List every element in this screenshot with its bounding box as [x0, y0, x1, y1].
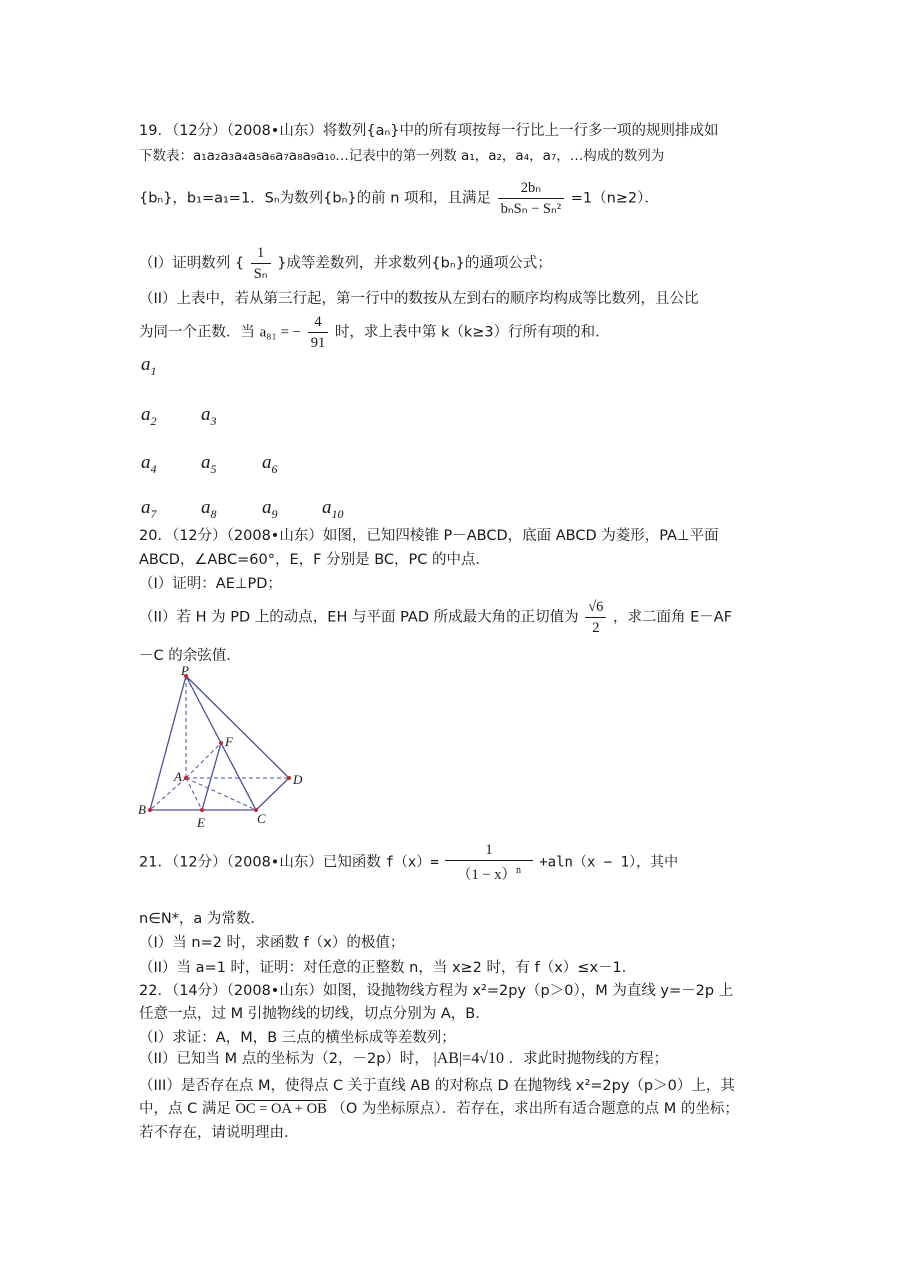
table-a10: $a_{10}$ — [322, 497, 344, 521]
q19-part-1-num: 1 — [251, 243, 271, 264]
q19-part-1-text: （I）证明数列 { — [139, 255, 245, 272]
table-a1: $a_1$ — [141, 354, 157, 378]
q22-vector-equation: OC = OA + OB — [235, 1101, 327, 1117]
q20-part-2-tail: ，求二面角 E－AF — [613, 609, 733, 626]
q21-fraction-den: $(1 - x)^n$ — [457, 865, 521, 883]
q22-part-2-tail: ．求此时抛物线的方程； — [508, 1051, 669, 1067]
q20-fraction-den: 2 — [592, 620, 600, 636]
table-a6: $a_6$ — [262, 452, 278, 476]
q21-exponent: n — [515, 865, 521, 876]
label-P: P — [181, 664, 189, 678]
q22-part-3-line-2 — [139, 1099, 739, 1119]
q21-line-2: n∈N*，a 为常数． — [139, 911, 265, 927]
q19-part-1-fraction — [251, 243, 271, 284]
q20-part-1: （I）证明：AE⊥PD； — [139, 576, 282, 592]
q19-line-2: 下数表：a₁a₂a₃a₄a₅a₆a₇a₈a₉a₁₀…记表中的第一列数 a₁，a₂，a₄，a₇，…构成的数列为 — [139, 148, 665, 164]
edge-AE — [186, 778, 202, 810]
q21-fraction-num: 1 — [445, 840, 532, 861]
q19-line-1: 19．（12分）（2008•山东）将数列{aₙ}中的所有项按每一行比上一行多一项的规则排成如 — [139, 123, 719, 139]
q20-fraction — [585, 597, 606, 638]
edge-PB — [150, 676, 186, 810]
q22-ab-length: |AB|=4√10 — [433, 1050, 504, 1067]
q19-part-2-tail: 时，求上表中第 k（k≥3）行所有项的和． — [334, 324, 610, 341]
q20-fraction-num: √6 — [585, 597, 606, 618]
q21-line-1-text: 21．（12分）（2008•山东）已知函数 — [139, 854, 381, 871]
q22-part-3-line-3: 若不存在，请说明理由． — [139, 1125, 299, 1141]
label-E: E — [197, 815, 205, 830]
q22-part-2 — [139, 1049, 668, 1077]
q22-part-3-line-1: （III）是否存在点 M，使得点 C 关于直线 AB 的对称点 D 在抛物线 x²=2py（p＞0）上，其 — [139, 1078, 735, 1094]
q22-part-3-tail: （O 为坐标原点）．若存在，求出所有适合题意的点 M 的坐标； — [331, 1101, 739, 1117]
q19-part-2-expr: a₈₁ = − — [259, 324, 302, 341]
q19-fraction-num: 2bₙ — [498, 178, 565, 199]
table-a9: $a_9$ — [262, 497, 278, 521]
q19-part-2-text: 为同一个正数．当 — [139, 324, 255, 341]
q21-fx: f（x）= — [385, 854, 439, 871]
q19-fraction — [498, 178, 565, 219]
q21-tail: +aln（x − 1），其中 — [539, 854, 679, 871]
label-A: A — [174, 769, 182, 784]
q22-line-1: 22．（14分）（2008•山东）如图，设抛物线方程为 x²=2py（p＞0），M 为直线 y=－2p 上 — [139, 983, 734, 999]
q19-fraction-den: bₙSₙ − Sₙ² — [500, 201, 562, 217]
edge-AC — [186, 778, 256, 810]
q19-part-1 — [139, 243, 552, 287]
table-a8: $a_8$ — [201, 497, 217, 521]
q19-part-2-num: 4 — [308, 312, 329, 333]
q19-part-1-tail: }成等差数列，并求数列{bₙ}的通项公式； — [277, 255, 552, 272]
pyramid-figure — [136, 664, 316, 834]
table-a2: $a_2$ — [141, 404, 157, 428]
q19-part-2-line-1: （II）上表中，若从第三行起，第一行中的数按从左到右的顺序均构成等比数列，且公比 — [139, 291, 699, 307]
table-a5: $a_5$ — [201, 452, 217, 476]
q22-line-2: 任意一点，过 M 引抛物线的切线，切点分别为 A，B． — [139, 1006, 490, 1022]
q20-line-1: 20．（12分）（2008•山东）如图，已知四棱锥 P－ABCD，底面 ABCD 为菱形，PA⊥平面 — [139, 528, 719, 544]
q21-part-1: （I）当 n=2 时，求函数 f（x）的极值； — [139, 935, 405, 951]
q19-line-3-text: {bₙ}，b₁=a₁=1．Sₙ为数列{bₙ}的前 n 项和，且满足 — [139, 190, 491, 207]
q20-part-2 — [139, 597, 732, 641]
q22-part-3-text: 中，点 C 满足 — [139, 1101, 231, 1117]
q22-part-1: （I）求证：A，M，B 三点的横坐标成等差数列； — [139, 1030, 456, 1046]
q20-line-2: ABCD，∠ABC=60°，E，F 分别是 BC，PC 的中点． — [139, 552, 491, 568]
table-a3: $a_3$ — [201, 404, 217, 428]
table-a4: $a_4$ — [141, 452, 157, 476]
q19-part-1-den: Sₙ — [253, 266, 268, 282]
q21-line-1 — [139, 840, 678, 894]
q19-part-2-line-2 — [139, 312, 610, 356]
label-D: D — [293, 772, 303, 787]
label-C: C — [257, 811, 266, 826]
q19-part-2-den: 91 — [310, 335, 326, 351]
q19-line-3 — [139, 178, 659, 230]
q21-fraction — [445, 840, 532, 885]
q19-part-2-fraction — [308, 312, 329, 353]
label-F: F — [225, 734, 233, 749]
q19-line-3-tail: =1（n≥2）． — [570, 190, 659, 207]
edge-CD — [256, 778, 289, 810]
q20-part-2-text: （II）若 H 为 PD 上的动点，EH 与平面 PAD 所成最大角的正切值为 — [139, 609, 579, 626]
q20-part-2-line-2: －C 的余弦值． — [139, 648, 241, 664]
q22-part-2-text: （II）已知当 M 点的坐标为（2，－2p）时， — [139, 1051, 429, 1067]
table-a7: $a_7$ — [141, 497, 157, 521]
q21-part-2: （II）当 a=1 时，证明：对任意的正整数 n，当 x≥2 时，有 f（x）≤x－1． — [139, 960, 637, 976]
label-B: B — [138, 802, 146, 817]
